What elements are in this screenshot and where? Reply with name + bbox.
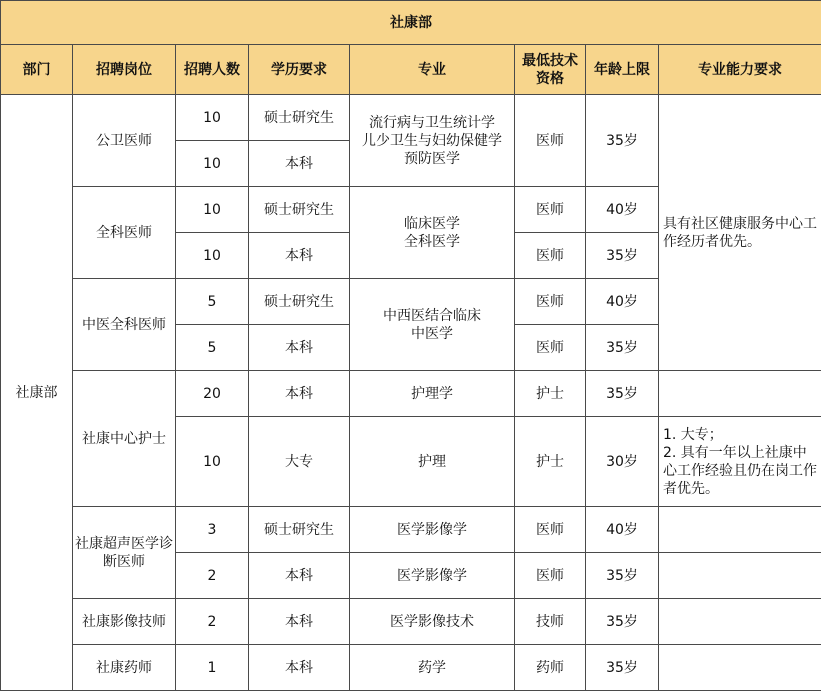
age-cell: 35岁 [586,599,659,645]
count-cell: 5 [176,279,249,325]
position-cell: 公卫医师 [73,95,176,187]
qualification-cell: 医师 [515,187,586,233]
header-row [1,45,821,95]
ability-cell [659,645,821,691]
ability-cell [659,371,821,417]
qualification-cell: 医师 [515,95,586,187]
count-cell: 10 [176,141,249,187]
age-cell: 40岁 [586,279,659,325]
education-cell: 本科 [249,599,350,645]
qualification-cell: 医师 [515,507,586,553]
major-cell: 流行病与卫生统计学 儿少卫生与妇幼保健学 预防医学 [350,95,515,187]
age-cell: 35岁 [586,95,659,187]
header-age-limit: 年龄上限 [586,45,659,95]
education-cell: 大专 [249,417,350,507]
age-cell: 35岁 [586,371,659,417]
ability-cell [659,507,821,553]
table-row [1,507,821,553]
count-cell: 5 [176,325,249,371]
position-cell: 中医全科医师 [73,279,176,371]
major-cell: 药学 [350,645,515,691]
major-cell: 医学影像学 [350,507,515,553]
education-cell: 本科 [249,371,350,417]
table-title: 社康部 [1,1,821,45]
qualification-cell: 医师 [515,325,586,371]
qualification-cell: 医师 [515,553,586,599]
title-row [1,1,821,45]
count-cell: 1 [176,645,249,691]
count-cell: 10 [176,95,249,141]
age-cell: 40岁 [586,187,659,233]
ability-cell: 具有社区健康服务中心工作经历者优先。 [659,95,821,371]
header-department: 部门 [1,45,73,95]
age-cell: 35岁 [586,553,659,599]
education-cell: 本科 [249,325,350,371]
position-cell: 全科医师 [73,187,176,279]
major-cell: 医学影像学 [350,553,515,599]
major-cell: 临床医学 全科医学 [350,187,515,279]
count-cell: 3 [176,507,249,553]
major-cell: 中西医结合临床 中医学 [350,279,515,371]
count-cell: 2 [176,599,249,645]
age-cell: 35岁 [586,645,659,691]
education-cell: 本科 [249,141,350,187]
age-cell: 40岁 [586,507,659,553]
ability-cell: 1. 大专； 2. 具有一年以上社康中心工作经验且仍在岗工作者优先。 [659,417,821,507]
education-cell: 硕士研究生 [249,279,350,325]
education-cell: 硕士研究生 [249,95,350,141]
age-cell: 35岁 [586,233,659,279]
header-major: 专业 [350,45,515,95]
table-row [1,645,821,691]
qualification-cell: 医师 [515,279,586,325]
age-cell: 30岁 [586,417,659,507]
age-cell: 35岁 [586,325,659,371]
header-position: 招聘岗位 [73,45,176,95]
major-cell: 护理学 [350,371,515,417]
position-cell: 社康超声医学诊断医师 [73,507,176,599]
education-cell: 本科 [249,645,350,691]
qualification-cell: 医师 [515,233,586,279]
qualification-cell: 药师 [515,645,586,691]
table-row [1,95,821,141]
count-cell: 2 [176,553,249,599]
qualification-cell: 技师 [515,599,586,645]
position-cell: 社康药师 [73,645,176,691]
major-cell: 医学影像技术 [350,599,515,645]
education-cell: 硕士研究生 [249,187,350,233]
header-ability: 专业能力要求 [659,45,821,95]
header-education: 学历要求 [249,45,350,95]
position-cell: 社康中心护士 [73,371,176,507]
ability-cell [659,553,821,599]
table-row [1,371,821,417]
table-row [1,599,821,645]
education-cell: 本科 [249,553,350,599]
department-cell: 社康部 [1,95,73,691]
major-cell: 护理 [350,417,515,507]
header-qualification: 最低技术资格 [515,45,586,95]
qualification-cell: 护士 [515,417,586,507]
ability-cell [659,599,821,645]
education-cell: 本科 [249,233,350,279]
header-count: 招聘人数 [176,45,249,95]
count-cell: 10 [176,233,249,279]
count-cell: 10 [176,187,249,233]
count-cell: 10 [176,417,249,507]
qualification-cell: 护士 [515,371,586,417]
position-cell: 社康影像技师 [73,599,176,645]
count-cell: 20 [176,371,249,417]
education-cell: 硕士研究生 [249,507,350,553]
